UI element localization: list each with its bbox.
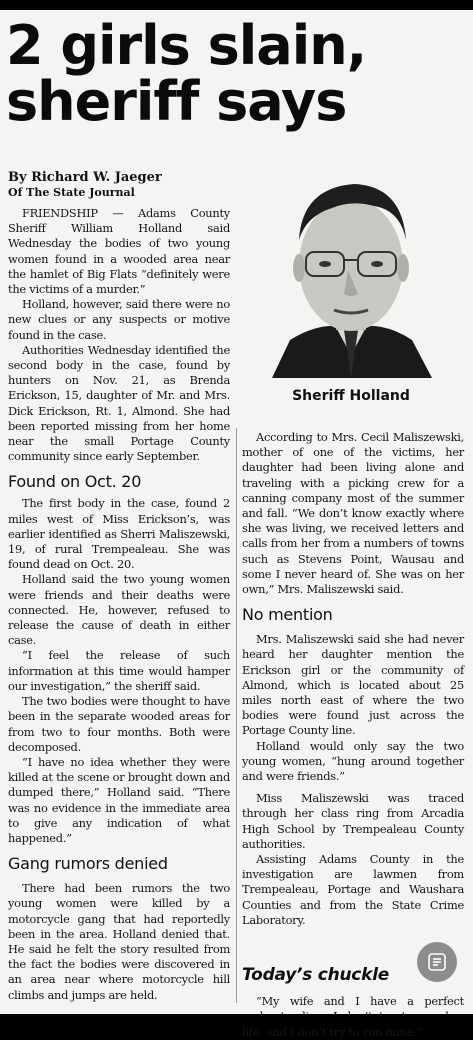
byline [8,170,248,200]
paragraph: Holland said the two young women were friends and their deaths were connected. He, however, refused to release the cause of death in either case. [8,572,230,648]
paragraph: “I feel the release of such information at this time would hamper our investigation,” the sheriff said. [8,648,230,693]
chuckle-text: “My wife and I have a perfect life, and I don’t try to run mine.” [242,994,464,1039]
newspaper-clipping [0,10,473,1039]
paragraph: FRIENDSHIP — Adams County Sheriff William Holland said Wednesday the bodies of two young women found in a wooded area near the hamlet of Big Flats “definitely were the victims of a murder.” [8,206,230,297]
byline-author: By Richard W. Jaeger [8,170,162,185]
photo-caption: Sheriff Holland [292,388,410,404]
headline-line-2: sheriff says [6,70,347,133]
byline-org: Of The State Journal [8,186,135,199]
paragraph: There had been rumors the two young women were killed by a motorcycle gang that had reportedly been in the area. Holland denied that. He said he felt the story resulted from the fact the bodies were discovered in an area near where motorcycle hill climbs and jumps are held. [8,881,230,1002]
translate-icon [426,951,448,973]
paragraph: “I have no idea whether they were killed at the scene or brought down and dumped there,” Holland said. “There was no evidence in the immediate area to give any indication of what happened.” [8,754,230,845]
sheriff-photo [262,170,440,378]
headline-line-1: 2 girls slain, [6,14,367,77]
paragraph: Holland would only say the two young women, “hung around together and were friends.” [242,738,464,784]
column-divider [236,428,237,1003]
subhead-found-on-oct-20: Found on Oct. 20 [8,472,142,492]
paragraph: Holland, however, said there were no new clues or any suspects or motive found in the case. [8,297,230,342]
bottom-bar [0,1014,473,1024]
headline [6,14,468,133]
paragraph: The two bodies were thought to have been in the separate wooded areas for from two to four months. Both were decomposed. [8,694,230,754]
paragraph: Assisting Adams County in the investigation are lawmen from Trempealeau, Portage and Waushara Counties and from the State Crime Laboratory. [242,852,464,927]
floating-translate-button[interactable] [417,942,457,982]
subhead-gang-rumors-denied: Gang rumors denied [8,854,168,874]
paragraph: Authorities Wednesday identified the second body in the case, found by hunters on Nov. 21, as Brenda Erickson, 15, daughter of Mr. and Mrs. Dick Erickson, Rt. 1, Almond. She had been reported missing from her home near the small Portage County community since early September. [8,342,230,464]
paragraph: According to Mrs. Cecil Maliszewski, mother of one of the victims, her daughter had been living alone and traveling with a picking crew for a canning company most of the summer and fall. “We don’t know exactly where she was living, we received letters and calls from her from a numbers of towns such as Stevens Point, Wausau and some I never heard of. She was on her own,” Mrs. Maliszewski said. [242,430,464,597]
left-column [8,206,230,1003]
todays-chuckle-heading: Today’s chuckle [242,965,390,986]
paragraph: Mrs. Maliszewski said she had never heard her daughter mention the Erickson girl or the community of Almond, which is located about 25 miles north east of where the two bodies were found just across the Portage County line. [242,632,464,738]
paragraph: Miss Maliszewski was traced through her class ring from Arcadia High School by Trempealeau County authorities. [242,791,464,851]
paragraph: The first body in the case, found 2 miles west of Miss Erickson’s, was earlier identified as Sherri Maliszewski, 19, of rural Trempealeau. She was found dead on Oct. 20. [8,496,230,572]
subhead-no-mention: No mention [242,605,333,625]
